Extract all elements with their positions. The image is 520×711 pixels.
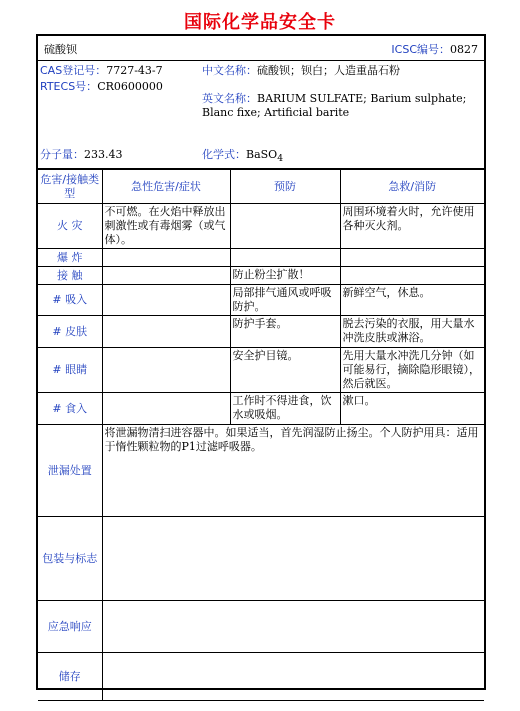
- chemical-name: 硫酸钡: [44, 43, 77, 56]
- section-text-packaging: [102, 517, 484, 601]
- icsc-number: [391, 41, 478, 57]
- card-title: 国际化学品安全卡: [184, 12, 336, 33]
- row-label-contact: 接 触: [38, 267, 102, 285]
- cell-hazard: [102, 316, 230, 348]
- mw-value: 233.43: [84, 148, 123, 161]
- formula-label: 化学式：: [202, 148, 246, 161]
- row-label-inhalation: # 吸入: [38, 285, 102, 316]
- row-label-explosion: 爆 炸: [38, 249, 102, 267]
- icsc-value: 0827: [450, 43, 478, 56]
- cell-hazard: [102, 249, 230, 267]
- table-row: [38, 316, 484, 348]
- row-label-ingestion: # 食入: [38, 393, 102, 425]
- col-header-type: 危害/接触类型: [38, 170, 102, 204]
- table-row: [38, 285, 484, 316]
- cell-prevention: [230, 249, 340, 267]
- en-label: 英文名称：: [202, 92, 257, 105]
- section-text-storage: [102, 653, 484, 701]
- col-header-prevention: 预防: [230, 170, 340, 204]
- row-label-fire: 火 灾: [38, 204, 102, 249]
- table-row: [38, 204, 484, 249]
- safety-card: [36, 34, 486, 690]
- mw-label: 分子量：: [40, 148, 84, 161]
- en-name-line-2: Blanc fixe; Artificial barite: [202, 106, 350, 119]
- row-label-skin: # 皮肤: [38, 316, 102, 348]
- section-label-storage: 储存: [38, 653, 102, 701]
- cell-hazard: [102, 348, 230, 393]
- cell-aid: [340, 249, 484, 267]
- cell-aid: 新鲜空气，休息。: [340, 285, 484, 316]
- cell-aid: 脱去污染的衣服，用大量水冲洗皮肤或淋浴。: [340, 316, 484, 348]
- col-header-aid: 急救/消防: [340, 170, 484, 204]
- formula-subscript: 4: [277, 153, 284, 165]
- cas-line: [40, 64, 163, 78]
- table-row: [38, 267, 484, 285]
- cell-prevention: 防止粉尘扩散！: [230, 267, 340, 285]
- cas-value: 7727-43-7: [106, 64, 163, 77]
- section-label-emergency: 应急响应: [38, 601, 102, 653]
- card-header: [38, 36, 484, 61]
- rtecs-line: [40, 80, 163, 94]
- cell-prevention: [230, 204, 340, 249]
- cell-hazard: [102, 285, 230, 316]
- table-row: [38, 517, 484, 601]
- cas-label: CAS登记号：: [40, 64, 107, 77]
- table-row: [38, 393, 484, 425]
- section-label-packaging: 包装与标志: [38, 517, 102, 601]
- mw-line: [40, 148, 123, 162]
- hazard-table: [38, 169, 484, 701]
- rtecs-label: RTECS号：: [40, 80, 98, 93]
- row-label-eyes: # 眼睛: [38, 348, 102, 393]
- cell-prevention: 局部排气通风或呼吸防护。: [230, 285, 340, 316]
- cell-hazard: 不可燃。在火焰中释放出刺激性或有毒烟雾（或气体）。: [102, 204, 230, 249]
- formula-value: BaSO: [246, 148, 278, 161]
- cn-label: 中文名称：: [202, 64, 257, 77]
- cell-aid: 漱口。: [340, 393, 484, 425]
- cell-prevention: 工作时不得进食，饮水或吸烟。: [230, 393, 340, 425]
- cn-value: 硫酸钡；钡白；人造重晶石粉: [257, 64, 400, 77]
- table-row: [38, 601, 484, 653]
- cell-aid: 先用大量水冲洗几分钟（如可能易行，摘除隐形眼镜），然后就医。: [340, 348, 484, 393]
- col-header-hazard: 急性危害/症状: [102, 170, 230, 204]
- cell-aid: 周围环境着火时，允许使用各种灭火剂。: [340, 204, 484, 249]
- cell-hazard: [102, 267, 230, 285]
- cn-name-line: [202, 64, 400, 78]
- section-text-emergency: [102, 601, 484, 653]
- table-row: [38, 425, 484, 517]
- identity-block: [38, 60, 484, 169]
- table-row: [38, 249, 484, 267]
- cell-hazard: [102, 393, 230, 425]
- cell-aid: [340, 267, 484, 285]
- en-value: BARIUM SULFATE; Barium sulphate;: [257, 92, 467, 105]
- section-text-spill: 将泄漏物清扫进容器中。如果适当，首先润湿防止扬尘。个人防护用具：适用于惰性颗粒物的P1过滤呼吸器。: [102, 425, 484, 517]
- cell-prevention: 防护手套。: [230, 316, 340, 348]
- en-name-line: [202, 92, 466, 106]
- section-label-spill: 泄漏处置: [38, 425, 102, 517]
- table-row: [38, 653, 484, 701]
- cell-prevention: 安全护目镜。: [230, 348, 340, 393]
- formula-line: [202, 148, 283, 166]
- rtecs-value: CR0600000: [97, 80, 163, 93]
- table-row: [38, 348, 484, 393]
- icsc-label: ICSC编号：: [391, 43, 450, 56]
